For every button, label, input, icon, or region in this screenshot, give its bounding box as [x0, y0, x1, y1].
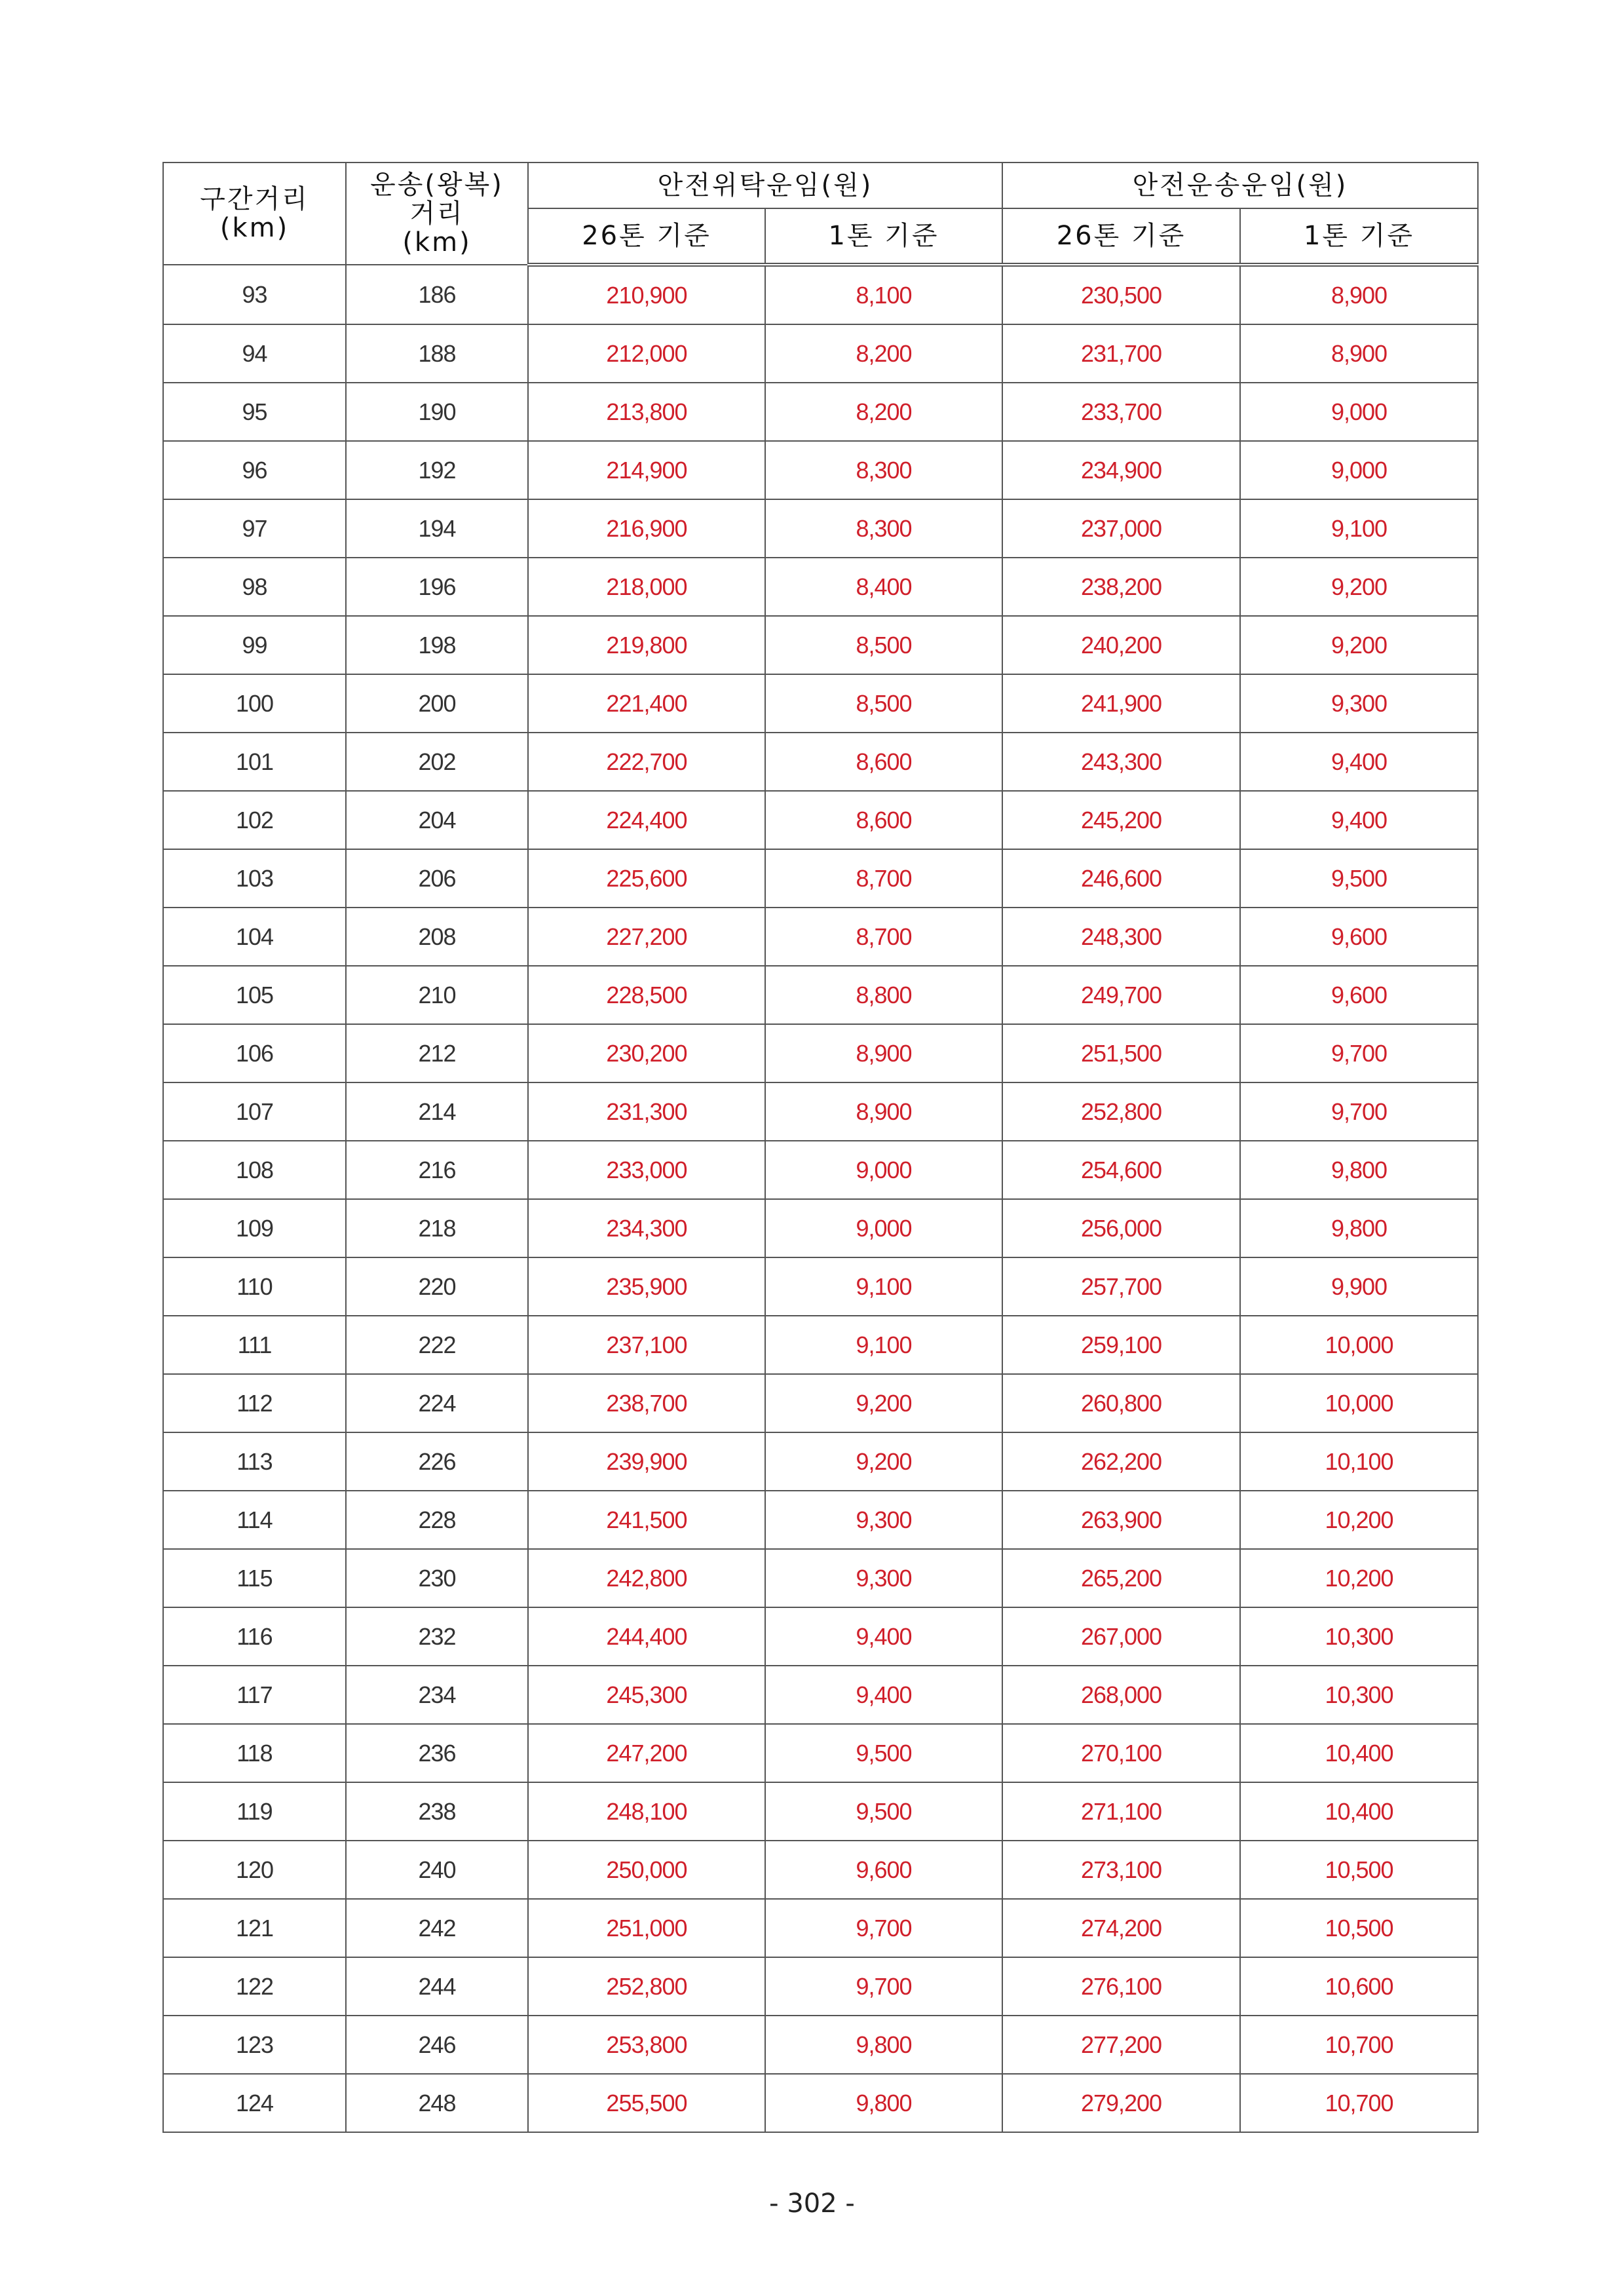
transport-distance-cell: 214: [346, 1082, 528, 1141]
consign-1ton-cell: 8,500: [765, 616, 1002, 674]
transport-distance-cell: 192: [346, 441, 528, 499]
transport-distance-cell: 234: [346, 1666, 528, 1724]
transport-1ton-cell: 10,400: [1240, 1782, 1478, 1841]
transport-distance-cell: 206: [346, 849, 528, 908]
transport-1ton-cell: 10,000: [1240, 1374, 1478, 1432]
table-row: [163, 849, 1478, 908]
section-distance-cell: 95: [163, 383, 346, 441]
table-row: [163, 499, 1478, 558]
consign-1ton-cell: 8,600: [765, 791, 1002, 849]
consign-1ton-cell: 9,500: [765, 1782, 1002, 1841]
section-distance-cell: 116: [163, 1607, 346, 1666]
header-transport-distance-unit: (km): [402, 227, 472, 258]
section-distance-cell: 96: [163, 441, 346, 499]
consign-1ton-cell: 8,200: [765, 324, 1002, 383]
consign-26ton-cell: 210,900: [528, 265, 765, 324]
section-distance-cell: 105: [163, 966, 346, 1024]
table-row: [163, 2016, 1478, 2074]
table-header: [163, 163, 1478, 265]
transport-26ton-cell: 238,200: [1002, 558, 1240, 616]
transport-1ton-cell: 9,400: [1240, 733, 1478, 791]
transport-distance-cell: 194: [346, 499, 528, 558]
header-section-distance-unit: (km): [219, 213, 290, 243]
table-row: [163, 265, 1478, 324]
transport-1ton-cell: 9,200: [1240, 616, 1478, 674]
transport-26ton-cell: 270,100: [1002, 1724, 1240, 1782]
transport-distance-cell: 236: [346, 1724, 528, 1782]
section-distance-cell: 123: [163, 2016, 346, 2074]
header-section-distance-line: 구간거리: [200, 184, 309, 214]
transport-distance-cell: 248: [346, 2074, 528, 2132]
section-distance-cell: 115: [163, 1549, 346, 1607]
table-row: [163, 1899, 1478, 1957]
transport-1ton-cell: 10,100: [1240, 1432, 1478, 1491]
transport-distance-cell: 228: [346, 1491, 528, 1549]
consign-1ton-cell: 8,400: [765, 558, 1002, 616]
transport-1ton-cell: 9,800: [1240, 1199, 1478, 1257]
transport-1ton-cell: 10,300: [1240, 1666, 1478, 1724]
consign-26ton-cell: 234,300: [528, 1199, 765, 1257]
transport-26ton-cell: 248,300: [1002, 908, 1240, 966]
section-distance-cell: 111: [163, 1316, 346, 1374]
transport-1ton-cell: 9,400: [1240, 791, 1478, 849]
transport-1ton-cell: 10,500: [1240, 1899, 1478, 1957]
consign-1ton-cell: 9,700: [765, 1957, 1002, 2016]
section-distance-cell: 108: [163, 1141, 346, 1199]
transport-26ton-cell: 262,200: [1002, 1432, 1240, 1491]
transport-26ton-cell: 234,900: [1002, 441, 1240, 499]
transport-26ton-cell: 231,700: [1002, 324, 1240, 383]
consign-26ton-cell: 219,800: [528, 616, 765, 674]
transport-1ton-cell: 9,200: [1240, 558, 1478, 616]
header-transport-distance-line1: 운송(왕복): [370, 170, 504, 200]
transport-distance-cell: 216: [346, 1141, 528, 1199]
consign-1ton-cell: 8,300: [765, 499, 1002, 558]
section-distance-cell: 99: [163, 616, 346, 674]
section-distance-cell: 100: [163, 674, 346, 733]
transport-distance-cell: 246: [346, 2016, 528, 2074]
header-consign-1ton: 1톤 기준: [765, 208, 1002, 265]
transport-1ton-cell: 9,500: [1240, 849, 1478, 908]
section-distance-cell: 106: [163, 1024, 346, 1082]
transport-26ton-cell: 237,000: [1002, 499, 1240, 558]
section-distance-cell: 101: [163, 733, 346, 791]
consign-1ton-cell: 9,400: [765, 1607, 1002, 1666]
consign-26ton-cell: 227,200: [528, 908, 765, 966]
consign-1ton-cell: 9,300: [765, 1549, 1002, 1607]
table-row: [163, 966, 1478, 1024]
transport-26ton-cell: 271,100: [1002, 1782, 1240, 1841]
section-distance-cell: 124: [163, 2074, 346, 2132]
consign-1ton-cell: 9,000: [765, 1141, 1002, 1199]
consign-1ton-cell: 9,800: [765, 2074, 1002, 2132]
table-row: [163, 558, 1478, 616]
transport-26ton-cell: 251,500: [1002, 1024, 1240, 1082]
freight-rate-table: [162, 162, 1479, 2133]
transport-1ton-cell: 10,300: [1240, 1607, 1478, 1666]
section-distance-cell: 109: [163, 1199, 346, 1257]
transport-26ton-cell: 279,200: [1002, 2074, 1240, 2132]
consign-26ton-cell: 237,100: [528, 1316, 765, 1374]
section-distance-cell: 119: [163, 1782, 346, 1841]
table-row: [163, 1491, 1478, 1549]
table-body: [163, 265, 1478, 2132]
consign-26ton-cell: 230,200: [528, 1024, 765, 1082]
consign-1ton-cell: 8,700: [765, 908, 1002, 966]
transport-distance-cell: 202: [346, 733, 528, 791]
consign-26ton-cell: 251,000: [528, 1899, 765, 1957]
transport-distance-cell: 212: [346, 1024, 528, 1082]
consign-1ton-cell: 8,200: [765, 383, 1002, 441]
consign-26ton-cell: 248,100: [528, 1782, 765, 1841]
transport-distance-cell: 226: [346, 1432, 528, 1491]
section-distance-cell: 110: [163, 1257, 346, 1316]
consign-26ton-cell: 231,300: [528, 1082, 765, 1141]
table-row: [163, 1782, 1478, 1841]
table-row: [163, 1549, 1478, 1607]
header-transport-distance-line2: 거리: [409, 199, 464, 229]
consign-1ton-cell: 9,200: [765, 1374, 1002, 1432]
consign-1ton-cell: 9,200: [765, 1432, 1002, 1491]
table-row: [163, 1199, 1478, 1257]
page-number: - 302 -: [769, 2189, 855, 2219]
consign-26ton-cell: 212,000: [528, 324, 765, 383]
transport-1ton-cell: 10,400: [1240, 1724, 1478, 1782]
table-row: [163, 733, 1478, 791]
header-safety-consign-rate: 안전위탁운임(원): [528, 163, 1002, 208]
table-row: [163, 674, 1478, 733]
section-distance-cell: 103: [163, 849, 346, 908]
transport-1ton-cell: 8,900: [1240, 324, 1478, 383]
table-row: [163, 1666, 1478, 1724]
consign-26ton-cell: 241,500: [528, 1491, 765, 1549]
table-row: [163, 908, 1478, 966]
transport-1ton-cell: 8,900: [1240, 265, 1478, 324]
table-row: [163, 1432, 1478, 1491]
consign-1ton-cell: 8,900: [765, 1024, 1002, 1082]
table-row: [163, 1957, 1478, 2016]
section-distance-cell: 113: [163, 1432, 346, 1491]
consign-1ton-cell: 9,400: [765, 1666, 1002, 1724]
transport-distance-cell: 232: [346, 1607, 528, 1666]
section-distance-cell: 117: [163, 1666, 346, 1724]
transport-1ton-cell: 9,700: [1240, 1024, 1478, 1082]
consign-26ton-cell: 238,700: [528, 1374, 765, 1432]
consign-1ton-cell: 9,500: [765, 1724, 1002, 1782]
transport-1ton-cell: 9,600: [1240, 966, 1478, 1024]
table-row: [163, 1374, 1478, 1432]
consign-26ton-cell: 233,000: [528, 1141, 765, 1199]
transport-26ton-cell: 252,800: [1002, 1082, 1240, 1141]
table-row: [163, 2074, 1478, 2132]
transport-distance-cell: 200: [346, 674, 528, 733]
table-row: [163, 1257, 1478, 1316]
consign-26ton-cell: 244,400: [528, 1607, 765, 1666]
transport-26ton-cell: 241,900: [1002, 674, 1240, 733]
transport-1ton-cell: 10,500: [1240, 1841, 1478, 1899]
transport-distance-cell: 190: [346, 383, 528, 441]
table-row: [163, 1607, 1478, 1666]
consign-1ton-cell: 8,300: [765, 441, 1002, 499]
transport-distance-cell: 230: [346, 1549, 528, 1607]
transport-26ton-cell: 249,700: [1002, 966, 1240, 1024]
consign-1ton-cell: 9,600: [765, 1841, 1002, 1899]
consign-26ton-cell: 245,300: [528, 1666, 765, 1724]
transport-distance-cell: 238: [346, 1782, 528, 1841]
header-transport-1ton: 1톤 기준: [1240, 208, 1478, 265]
table-row: [163, 791, 1478, 849]
consign-26ton-cell: 247,200: [528, 1724, 765, 1782]
table-row: [163, 1024, 1478, 1082]
consign-1ton-cell: 9,000: [765, 1199, 1002, 1257]
transport-distance-cell: 186: [346, 265, 528, 324]
transport-26ton-cell: 233,700: [1002, 383, 1240, 441]
header-section-distance: [163, 163, 346, 265]
transport-1ton-cell: 9,900: [1240, 1257, 1478, 1316]
consign-26ton-cell: 250,000: [528, 1841, 765, 1899]
header-transport-26ton: 26톤 기준: [1002, 208, 1240, 265]
section-distance-cell: 97: [163, 499, 346, 558]
consign-26ton-cell: 252,800: [528, 1957, 765, 2016]
transport-distance-cell: 196: [346, 558, 528, 616]
transport-26ton-cell: 260,800: [1002, 1374, 1240, 1432]
transport-26ton-cell: 243,300: [1002, 733, 1240, 791]
transport-1ton-cell: 10,200: [1240, 1491, 1478, 1549]
transport-distance-cell: 222: [346, 1316, 528, 1374]
consign-26ton-cell: 255,500: [528, 2074, 765, 2132]
transport-1ton-cell: 9,700: [1240, 1082, 1478, 1141]
consign-1ton-cell: 9,300: [765, 1491, 1002, 1549]
transport-1ton-cell: 10,700: [1240, 2016, 1478, 2074]
consign-26ton-cell: 218,000: [528, 558, 765, 616]
consign-26ton-cell: 216,900: [528, 499, 765, 558]
transport-1ton-cell: 10,200: [1240, 1549, 1478, 1607]
table-row: [163, 441, 1478, 499]
table-row: [163, 1082, 1478, 1141]
transport-distance-cell: 198: [346, 616, 528, 674]
transport-distance-cell: 208: [346, 908, 528, 966]
consign-26ton-cell: 235,900: [528, 1257, 765, 1316]
section-distance-cell: 122: [163, 1957, 346, 2016]
header-safety-transport-rate: 안전운송운임(원): [1002, 163, 1478, 208]
consign-26ton-cell: 228,500: [528, 966, 765, 1024]
section-distance-cell: 118: [163, 1724, 346, 1782]
consign-1ton-cell: 8,700: [765, 849, 1002, 908]
consign-26ton-cell: 213,800: [528, 383, 765, 441]
transport-distance-cell: 240: [346, 1841, 528, 1899]
section-distance-cell: 93: [163, 265, 346, 324]
transport-26ton-cell: 246,600: [1002, 849, 1240, 908]
consign-26ton-cell: 225,600: [528, 849, 765, 908]
section-distance-cell: 112: [163, 1374, 346, 1432]
table-row: [163, 1141, 1478, 1199]
transport-26ton-cell: 245,200: [1002, 791, 1240, 849]
consign-1ton-cell: 9,100: [765, 1257, 1002, 1316]
transport-26ton-cell: 277,200: [1002, 2016, 1240, 2074]
transport-distance-cell: 224: [346, 1374, 528, 1432]
transport-1ton-cell: 10,600: [1240, 1957, 1478, 2016]
transport-1ton-cell: 10,700: [1240, 2074, 1478, 2132]
section-distance-cell: 102: [163, 791, 346, 849]
transport-26ton-cell: 274,200: [1002, 1899, 1240, 1957]
transport-26ton-cell: 273,100: [1002, 1841, 1240, 1899]
transport-26ton-cell: 230,500: [1002, 265, 1240, 324]
transport-26ton-cell: 265,200: [1002, 1549, 1240, 1607]
transport-26ton-cell: 276,100: [1002, 1957, 1240, 2016]
transport-1ton-cell: 9,800: [1240, 1141, 1478, 1199]
consign-1ton-cell: 8,600: [765, 733, 1002, 791]
section-distance-cell: 104: [163, 908, 346, 966]
section-distance-cell: 121: [163, 1899, 346, 1957]
transport-1ton-cell: 9,600: [1240, 908, 1478, 966]
transport-distance-cell: 218: [346, 1199, 528, 1257]
header-consign-26ton: 26톤 기준: [528, 208, 765, 265]
transport-1ton-cell: 10,000: [1240, 1316, 1478, 1374]
consign-1ton-cell: 9,800: [765, 2016, 1002, 2074]
consign-26ton-cell: 253,800: [528, 2016, 765, 2074]
transport-26ton-cell: 259,100: [1002, 1316, 1240, 1374]
section-distance-cell: 94: [163, 324, 346, 383]
table-row: [163, 1316, 1478, 1374]
table-row: [163, 1724, 1478, 1782]
section-distance-cell: 114: [163, 1491, 346, 1549]
consign-26ton-cell: 221,400: [528, 674, 765, 733]
transport-26ton-cell: 254,600: [1002, 1141, 1240, 1199]
transport-1ton-cell: 9,000: [1240, 383, 1478, 441]
table-row: [163, 324, 1478, 383]
consign-26ton-cell: 239,900: [528, 1432, 765, 1491]
consign-1ton-cell: 8,100: [765, 265, 1002, 324]
transport-1ton-cell: 9,100: [1240, 499, 1478, 558]
transport-distance-cell: 204: [346, 791, 528, 849]
transport-distance-cell: 210: [346, 966, 528, 1024]
transport-26ton-cell: 256,000: [1002, 1199, 1240, 1257]
transport-distance-cell: 220: [346, 1257, 528, 1316]
transport-distance-cell: 244: [346, 1957, 528, 2016]
table-row: [163, 1841, 1478, 1899]
section-distance-cell: 98: [163, 558, 346, 616]
consign-1ton-cell: 9,100: [765, 1316, 1002, 1374]
consign-26ton-cell: 224,400: [528, 791, 765, 849]
transport-26ton-cell: 267,000: [1002, 1607, 1240, 1666]
consign-26ton-cell: 242,800: [528, 1549, 765, 1607]
consign-26ton-cell: 222,700: [528, 733, 765, 791]
transport-distance-cell: 188: [346, 324, 528, 383]
transport-26ton-cell: 257,700: [1002, 1257, 1240, 1316]
table-row: [163, 383, 1478, 441]
transport-26ton-cell: 263,900: [1002, 1491, 1240, 1549]
section-distance-cell: 107: [163, 1082, 346, 1141]
transport-26ton-cell: 240,200: [1002, 616, 1240, 674]
transport-1ton-cell: 9,300: [1240, 674, 1478, 733]
section-distance-cell: 120: [163, 1841, 346, 1899]
consign-1ton-cell: 8,500: [765, 674, 1002, 733]
transport-distance-cell: 242: [346, 1899, 528, 1957]
header-transport-distance: [346, 163, 528, 265]
consign-1ton-cell: 9,700: [765, 1899, 1002, 1957]
consign-1ton-cell: 8,800: [765, 966, 1002, 1024]
transport-26ton-cell: 268,000: [1002, 1666, 1240, 1724]
table-row: [163, 616, 1478, 674]
consign-1ton-cell: 8,900: [765, 1082, 1002, 1141]
transport-1ton-cell: 9,000: [1240, 441, 1478, 499]
consign-26ton-cell: 214,900: [528, 441, 765, 499]
